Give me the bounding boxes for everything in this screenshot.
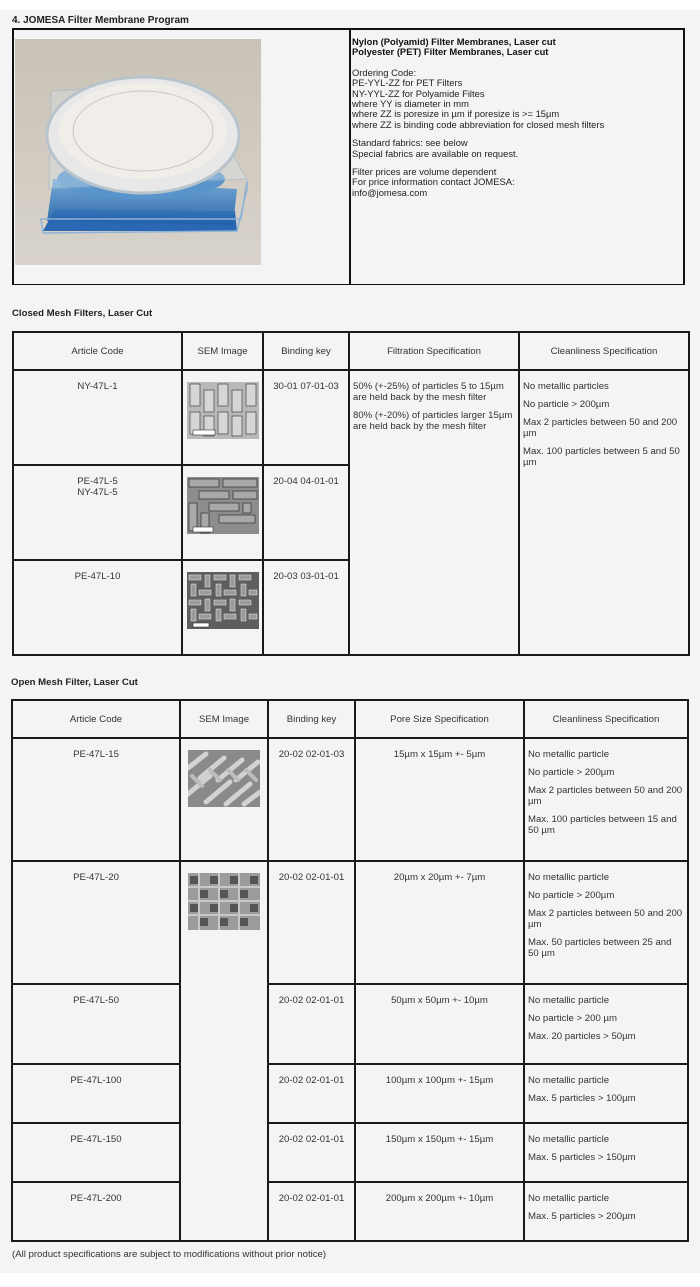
sem-image-closed-weave-1-icon [187, 382, 259, 439]
header-cleanliness-spec: Cleanliness Specification [524, 700, 688, 738]
article-code: PE-47L-150 [12, 1123, 180, 1182]
binding-key-cell: 30-01 07-01-03 [263, 370, 349, 465]
intro-text [352, 37, 682, 198]
page [0, 10, 700, 1273]
binding-key-cell: 20-02 02-01-01 [268, 1123, 355, 1182]
contact-email[interactable]: info@jomesa.com [352, 186, 428, 198]
article-code-cell [13, 560, 182, 655]
sem-image-twill-weave-15-icon [188, 750, 260, 807]
binding-key-cell: 20-02 02-01-01 [268, 861, 355, 984]
header-sem-image: SEM Image [180, 700, 268, 738]
cleanliness-spec-cell [524, 984, 688, 1064]
article-code: PE-47L-20 [12, 861, 180, 984]
ordering-code-line: where YY is diameter in mm [352, 98, 469, 110]
table-row [13, 370, 689, 465]
article-code: NY-47L-5 [77, 487, 118, 498]
price-line: Filter prices are volume dependent [352, 166, 497, 178]
binding-key-cell: 20-03 03-01-01 [263, 560, 349, 655]
binding-key-cell: 20-02 02-01-01 [268, 984, 355, 1064]
sem-image-plain-weave-20-icon [188, 873, 260, 930]
pore-size-cell: 150µm x 150µm +- 15µm [355, 1123, 524, 1182]
binding-key-cell: 20-02 02-01-01 [268, 1182, 355, 1241]
cleanliness-spec-line: No metallic particle [528, 872, 610, 883]
cleanliness-spec-line: Max 2 particles between 50 and 200 µm [528, 785, 683, 807]
cleanliness-spec-line: No metallic particle [528, 1193, 610, 1204]
product-photo [15, 39, 261, 265]
pore-size-cell: 15µm x 15µm +- 5µm [355, 738, 524, 861]
filtration-spec-line: 50% (+-25%) of particles 5 to 15µm are held back by the mesh filter [353, 381, 504, 403]
table-row [12, 861, 688, 984]
binding-key-cell: 20-04 04-01-01 [263, 465, 349, 560]
header-binding-key: Binding key [263, 332, 349, 370]
footer-note: (All product specifications are subject to modifications without prior notice) [12, 1249, 327, 1260]
price-line: For price information contact JOMESA: [352, 176, 515, 188]
article-code: PE-47L-15 [12, 738, 180, 861]
cleanliness-spec-line: Max 2 particles between 50 and 200 µm [523, 417, 678, 439]
sem-image-closed-weave-5-icon [187, 477, 259, 534]
cleanliness-spec-line: No metallic particle [528, 1075, 610, 1086]
open-mesh-title: Open Mesh Filter, Laser Cut [11, 677, 138, 688]
fabrics-line: Standard fabrics: see below [352, 137, 468, 149]
table-row [12, 984, 688, 1064]
cleanliness-spec-line: Max. 100 particles between 5 and 50 µm [523, 446, 680, 468]
page-title: 4. JOMESA Filter Membrane Program [12, 15, 189, 26]
table-row [12, 1064, 688, 1123]
cleanliness-spec-line: No metallic particles [523, 381, 609, 392]
pore-size-cell: 50µm x 50µm +- 10µm [355, 984, 524, 1064]
intro-heading-polyester: Polyester (PET) Filter Membranes, Laser cut [352, 46, 549, 58]
ordering-code-line: where ZZ is poresize in µm if poresize is >= 15µm [352, 108, 560, 120]
article-code: PE-47L-50 [12, 984, 180, 1064]
intro-box [12, 28, 685, 285]
closed-mesh-title: Closed Mesh Filters, Laser Cut [12, 308, 153, 319]
cleanliness-spec-line: Max. 20 particles > 50µm [528, 1031, 636, 1042]
ordering-code-line: where ZZ is binding code abbreviation for closed mesh filters [352, 118, 605, 130]
cleanliness-spec-cell [524, 861, 688, 984]
binding-key-cell: 20-02 02-01-01 [268, 1064, 355, 1123]
cleanliness-spec-cell [524, 1123, 688, 1182]
sem-image-cell [180, 738, 268, 861]
open-mesh-table [11, 699, 689, 1242]
cleanliness-spec-line: No metallic particle [528, 749, 610, 760]
sem-image-cell [182, 370, 263, 465]
article-code-cell [13, 370, 182, 465]
cleanliness-spec-cell [524, 1064, 688, 1123]
article-code: PE-47L-200 [12, 1182, 180, 1241]
article-code-cell [13, 465, 182, 560]
cleanliness-spec-line: Max. 5 particles > 200µm [528, 1211, 636, 1222]
ordering-code-label: Ordering Code: [352, 66, 417, 78]
cleanliness-spec-cell [519, 370, 689, 655]
header-binding-key: Binding key [268, 700, 355, 738]
pore-size-cell: 200µm x 200µm +- 10µm [355, 1182, 524, 1241]
header-filtration-spec: Filtration Specification [349, 332, 519, 370]
cleanliness-spec-line: Max. 5 particles > 100µm [528, 1093, 636, 1104]
article-code: PE-47L-5 [77, 476, 118, 487]
filtration-spec-cell [349, 370, 519, 655]
filter-box-photo-icon [15, 39, 261, 265]
table-row [12, 1182, 688, 1241]
header-sem-image: SEM Image [182, 332, 263, 370]
header-article-code: Article Code [12, 700, 180, 738]
cleanliness-spec-line: Max. 100 particles between 15 and 50 µm [528, 814, 677, 836]
cleanliness-spec-line: No particle > 200µm [528, 767, 615, 778]
header-pore-size-spec: Pore Size Specification [355, 700, 524, 738]
sem-image-cell [182, 465, 263, 560]
sem-image-closed-weave-10-icon [187, 572, 259, 629]
table-row [12, 738, 688, 861]
sem-image-cell [180, 861, 268, 1241]
cleanliness-spec-line: No particle > 200 µm [528, 1013, 617, 1024]
header-article-code: Article Code [13, 332, 182, 370]
sem-image-cell [182, 560, 263, 655]
cleanliness-spec-cell [524, 1182, 688, 1241]
cleanliness-spec-line: No particle > 200µm [523, 399, 610, 410]
ordering-code-line: PE-YYL-ZZ for PET Filters [352, 77, 463, 89]
table-header-row [13, 332, 689, 370]
table-header-row [12, 700, 688, 738]
binding-key-cell: 20-02 02-01-03 [268, 738, 355, 861]
intro-divider [349, 30, 351, 284]
fabrics-line: Special fabrics are available on request. [352, 147, 519, 159]
closed-mesh-table [12, 331, 690, 656]
header-cleanliness-spec: Cleanliness Specification [519, 332, 689, 370]
cleanliness-spec-line: No metallic particle [528, 1134, 610, 1145]
intro-heading-nylon: Nylon (Polyamid) Filter Membranes, Laser cut [352, 36, 556, 47]
cleanliness-spec-cell [524, 738, 688, 861]
cleanliness-spec-line: Max. 50 particles between 25 and 50 µm [528, 937, 672, 959]
article-code: NY-47L-1 [77, 381, 118, 392]
cleanliness-spec-line: Max. 5 particles > 150µm [528, 1152, 636, 1163]
cleanliness-spec-line: No metallic particle [528, 995, 610, 1006]
ordering-code-line: NY-YYL-ZZ for Polyamide Filtes [352, 87, 485, 99]
cleanliness-spec-line: No particle > 200µm [528, 890, 615, 901]
cleanliness-spec-line: Max 2 particles between 50 and 200 µm [528, 908, 683, 930]
pore-size-cell: 100µm x 100µm +- 15µm [355, 1064, 524, 1123]
table-row [12, 1123, 688, 1182]
article-code: PE-47L-10 [74, 571, 121, 582]
pore-size-cell: 20µm x 20µm +- 7µm [355, 861, 524, 984]
filtration-spec-line: 80% (+-20%) of particles larger 15µm are held back by the mesh filter [353, 410, 513, 432]
article-code: PE-47L-100 [12, 1064, 180, 1123]
